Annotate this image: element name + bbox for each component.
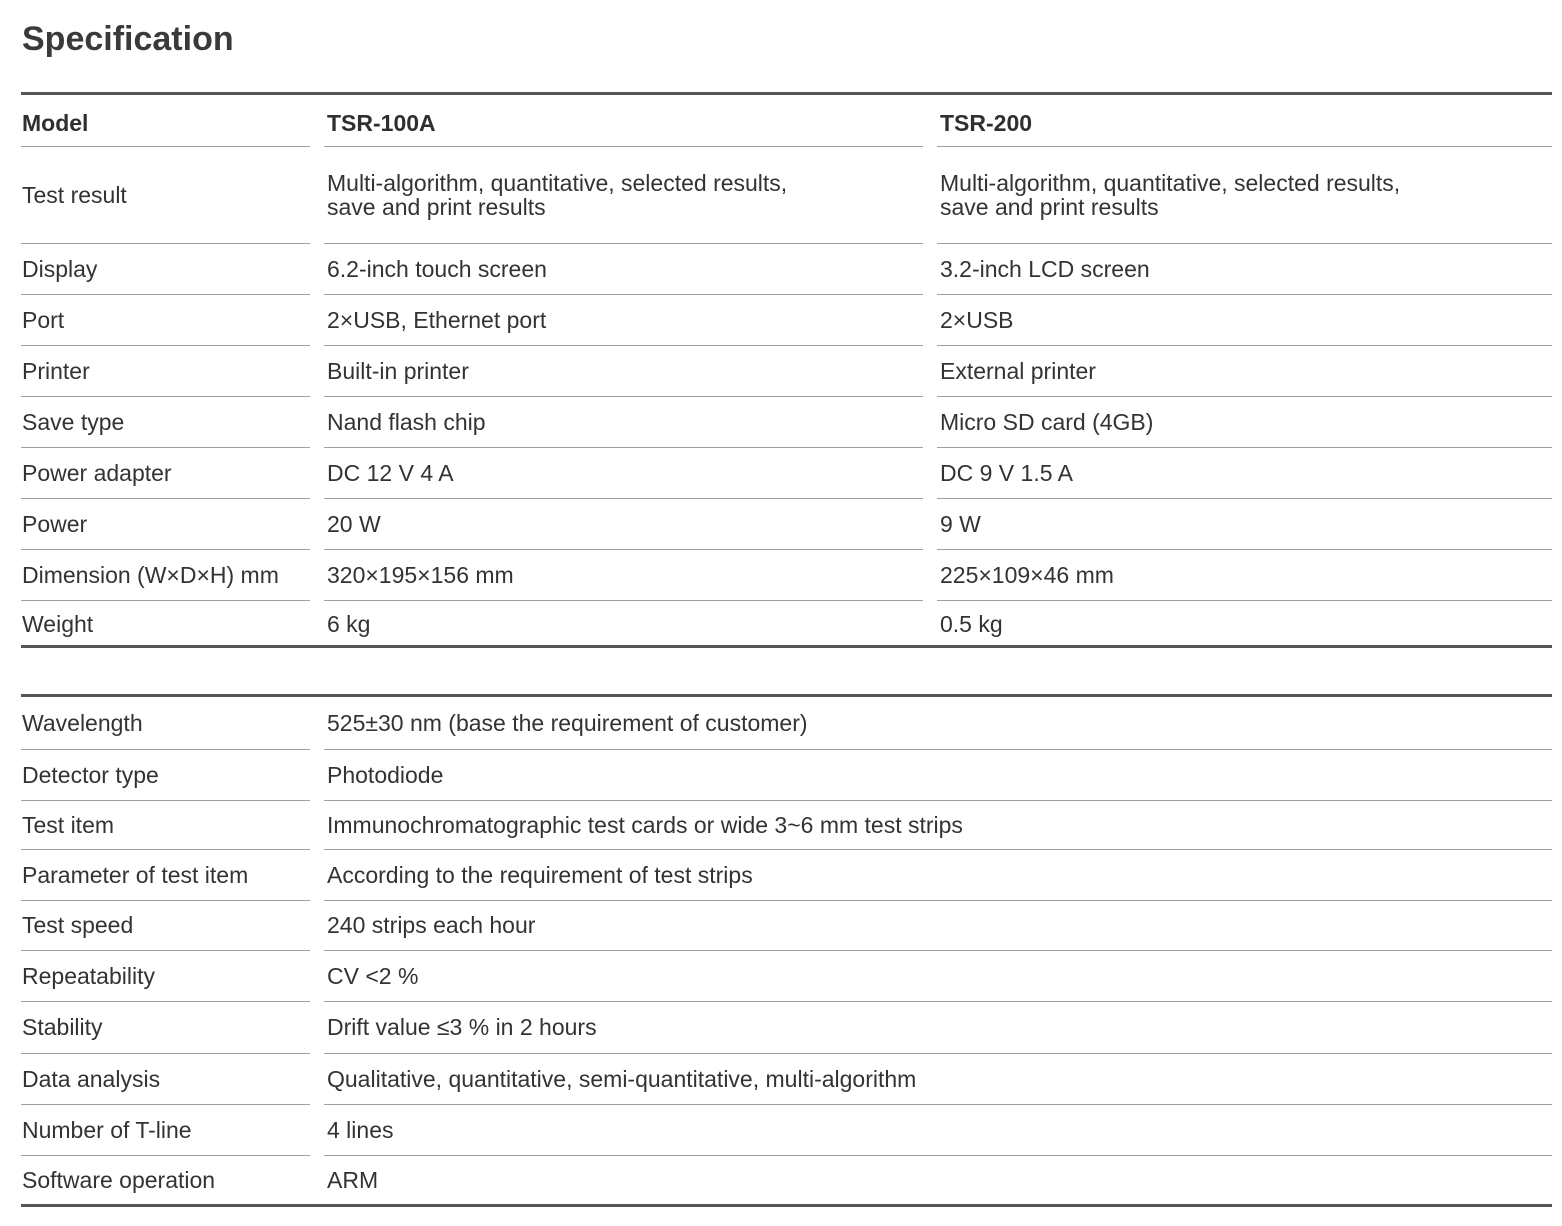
table-bottom-rule [21,1204,1552,1207]
row-divider [21,1155,310,1156]
row-divider [21,243,310,244]
model-header-tsr-200: TSR-200 [940,110,1033,136]
row-value-tsr-200: 225×109×46 mm [940,561,1114,588]
row-label: Test speed [22,912,134,938]
row-label: Weight [22,610,94,637]
row-divider [937,600,1552,601]
row-divider [21,396,310,397]
row-value: 525±30 nm (base the requirement of customer) [327,710,808,736]
row-label: Repeatability [22,962,155,989]
row-value: According to the requirement of test strips [327,861,753,888]
row-label: Test result [22,181,127,208]
row-value-tsr-200: Micro SD card (4GB) [940,408,1154,435]
row-divider [324,1053,1552,1054]
row-value-tsr-100a: Multi-algorithm, quantitative, selected results, [327,169,788,196]
row-label: Power [22,510,88,537]
row-divider [324,447,923,448]
row-divider [324,549,923,550]
row-label: Detector type [22,761,159,788]
row-divider [324,1155,1552,1156]
row-divider [324,900,1552,901]
row-value-tsr-100a: 2×USB, Ethernet port [327,306,547,333]
row-divider [324,950,1552,951]
row-label: Software operation [22,1166,216,1193]
row-divider [324,146,923,147]
row-divider [21,800,310,801]
row-label: Save type [22,408,125,435]
row-divider [21,345,310,346]
row-divider [21,749,310,750]
row-value: CV <2 % [327,962,419,989]
row-divider [21,849,310,850]
row-value: Qualitative, quantitative, semi-quantitative, multi-algorithm [327,1065,917,1092]
row-divider [937,396,1552,397]
row-divider [937,146,1552,147]
row-divider [21,600,310,601]
row-label: Display [22,255,98,282]
row-divider [324,294,923,295]
row-divider [324,243,923,244]
row-divider [324,749,1552,750]
table-top-rule [21,694,1552,697]
row-value: Photodiode [327,761,444,788]
row-divider [937,447,1552,448]
row-divider [937,498,1552,499]
row-value-tsr-200: 9 W [940,510,981,537]
row-label: Test item [22,811,115,838]
row-divider [324,1001,1552,1002]
row-divider [937,549,1552,550]
row-label: Stability [22,1014,103,1040]
row-divider [324,498,923,499]
row-label: Power adapter [22,459,172,486]
row-value: ARM [327,1166,379,1193]
row-value: 240 strips each hour [327,912,536,938]
row-label: Wavelength [22,710,143,736]
row-divider [937,243,1552,244]
row-value: Immunochromatographic test cards or wide 3~6 mm test strips [327,811,963,838]
row-value-tsr-100a: 6 kg [327,610,371,637]
row-divider [324,1104,1552,1105]
row-value-tsr-200: 3.2-inch LCD screen [940,255,1150,282]
row-label: Dimension (W×D×H) mm [22,561,279,588]
table-bottom-rule [21,645,1552,648]
row-divider [21,1104,310,1105]
row-value-tsr-100a: 20 W [327,510,381,537]
row-label: Port [22,306,65,333]
model-header-label: Model [22,110,89,136]
row-divider [21,294,310,295]
row-label: Parameter of test item [22,861,249,888]
row-value-tsr-100a: 320×195×156 mm [327,561,514,588]
page-title: Specification [22,20,234,58]
row-divider [324,396,923,397]
row-value-tsr-200: DC 9 V 1.5 A [940,459,1073,486]
row-value: Drift value ≤3 % in 2 hours [327,1014,597,1040]
table-top-rule [21,92,1552,95]
model-header-tsr-100a: TSR-100A [327,110,436,136]
row-divider [21,447,310,448]
row-value-tsr-100a: Nand flash chip [327,408,486,435]
row-divider [324,800,1552,801]
row-value: 4 lines [327,1116,394,1143]
row-divider [937,294,1552,295]
row-divider [21,549,310,550]
row-value-tsr-200: 2×USB [940,306,1014,333]
row-value-tsr-200: External printer [940,357,1096,384]
row-divider [21,950,310,951]
row-label: Printer [22,357,90,384]
row-label: Number of T-line [22,1116,192,1143]
row-value-tsr-100a: Built-in printer [327,357,469,384]
row-divider [324,345,923,346]
row-divider [21,1053,310,1054]
row-value-tsr-100a: 6.2-inch touch screen [327,255,547,282]
row-value-tsr-200: save and print results [940,193,1159,220]
row-divider [21,1001,310,1002]
row-divider [937,345,1552,346]
row-divider [21,498,310,499]
row-divider [324,600,923,601]
row-divider [21,146,310,147]
row-value-tsr-200: Multi-algorithm, quantitative, selected results, [940,169,1401,196]
row-value-tsr-100a: save and print results [327,193,546,220]
row-divider [324,849,1552,850]
row-value-tsr-200: 0.5 kg [940,610,1003,637]
row-label: Data analysis [22,1065,161,1092]
row-divider [21,900,310,901]
row-value-tsr-100a: DC 12 V 4 A [327,459,454,486]
